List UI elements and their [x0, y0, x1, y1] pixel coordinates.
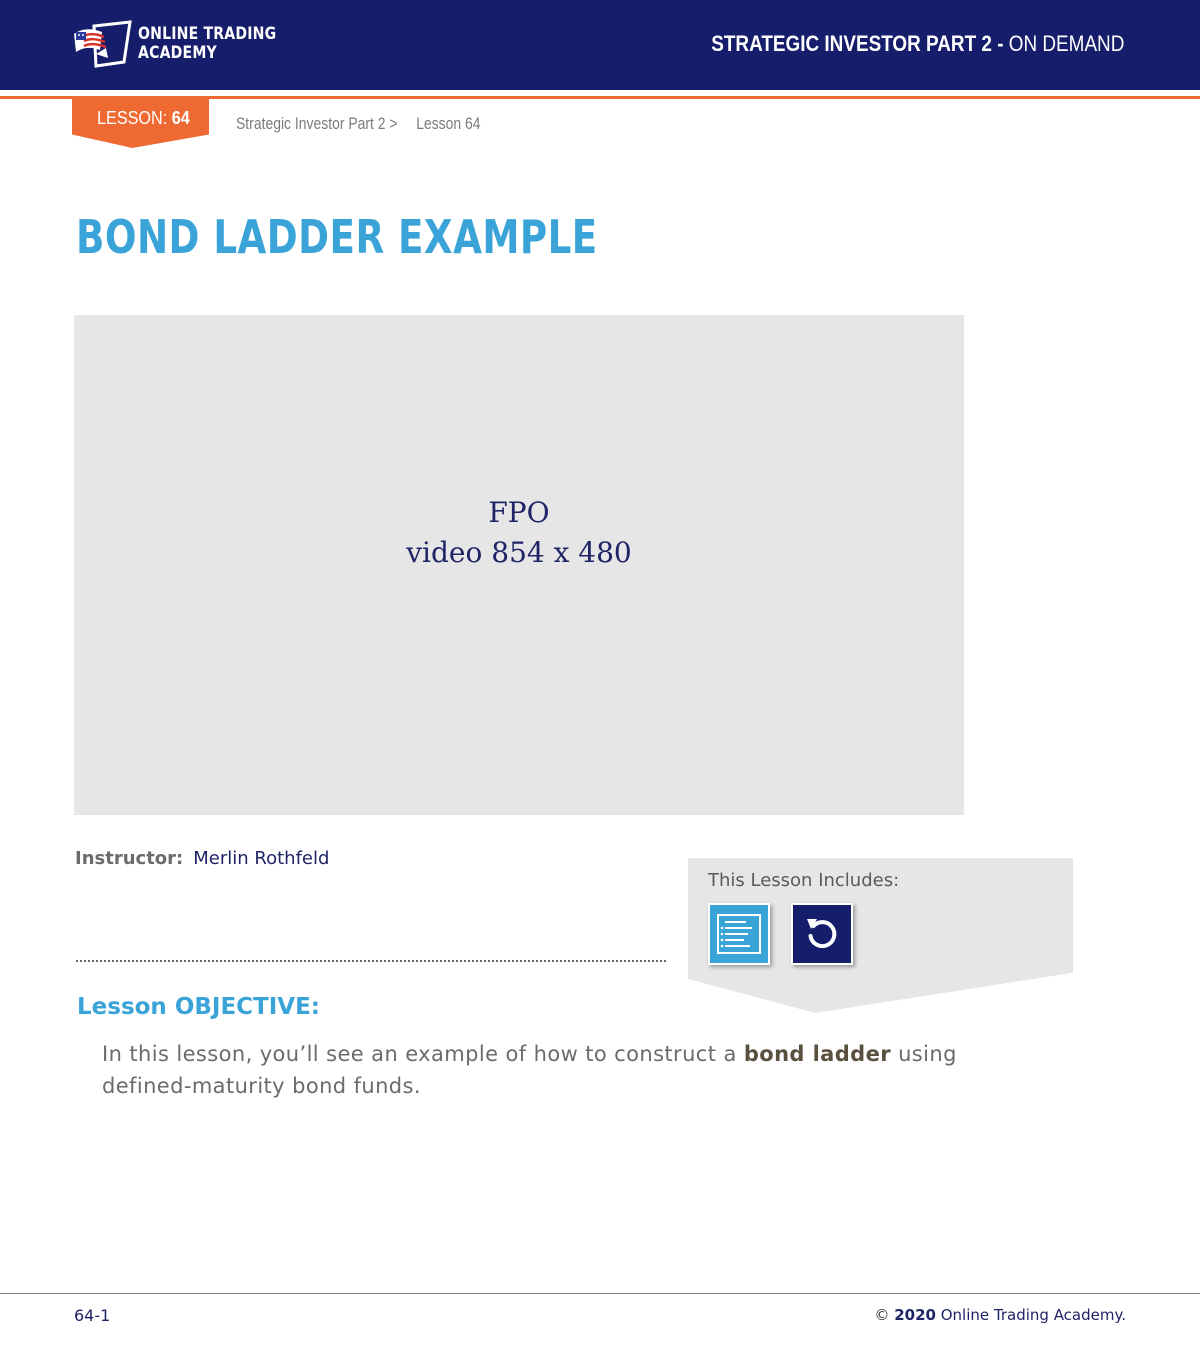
copyright-year: 2020 — [894, 1306, 936, 1324]
site-header — [0, 0, 1200, 90]
lesson-tab-prefix: LESSON: — [97, 108, 168, 128]
objective-text — [102, 1038, 982, 1102]
academy-flag-book-icon — [72, 20, 134, 68]
objective-heading: Lesson OBJECTIVE: — [77, 994, 321, 1020]
replay-icon[interactable] — [791, 903, 853, 965]
instructor-label: Instructor: — [75, 848, 184, 869]
video-placeholder[interactable] — [74, 315, 964, 815]
copyright-org: Online Trading Academy. — [940, 1306, 1126, 1324]
logo-line-1: ONLINE TRADING — [138, 24, 277, 44]
objective-text-start: In this lesson, you’ll see an example of how to construct a — [102, 1042, 744, 1066]
copyright — [874, 1306, 1126, 1324]
breadcrumb — [236, 114, 495, 134]
lesson-tab-number: 64 — [171, 108, 190, 128]
objective-text-end: using defined-maturity bond funds. — [102, 1042, 957, 1098]
lesson-includes-label: This Lesson Includes: — [708, 870, 900, 891]
video-fpo-label: FPO — [488, 496, 550, 529]
lesson-tab-label — [97, 108, 190, 129]
page-number: 64-1 — [74, 1306, 111, 1325]
course-title-bold: STRATEGIC INVESTOR PART 2 - — [710, 31, 1004, 56]
logo-wordmark — [138, 25, 276, 63]
video-placeholder-text — [74, 493, 964, 573]
instructor-line — [75, 848, 329, 869]
instructor-name: Merlin Rothfeld — [193, 848, 330, 869]
objective-keyword: bond ladder — [743, 1042, 891, 1066]
logo-line-2: ACADEMY — [138, 43, 217, 63]
page-title: BOND LADDER EXAMPLE — [76, 210, 598, 264]
video-dimensions-label: video 854 x 480 — [406, 536, 632, 569]
dotted-divider — [76, 960, 666, 962]
breadcrumb-course[interactable]: Strategic Investor Part 2 > — [236, 114, 398, 133]
checklist-icon[interactable] — [708, 903, 770, 965]
footer-divider — [0, 1293, 1200, 1294]
course-title-light: ON DEMAND — [1008, 31, 1124, 56]
course-title — [711, 31, 1124, 57]
breadcrumb-lesson: Lesson 64 — [416, 114, 481, 133]
copyright-symbol: © — [874, 1306, 890, 1324]
